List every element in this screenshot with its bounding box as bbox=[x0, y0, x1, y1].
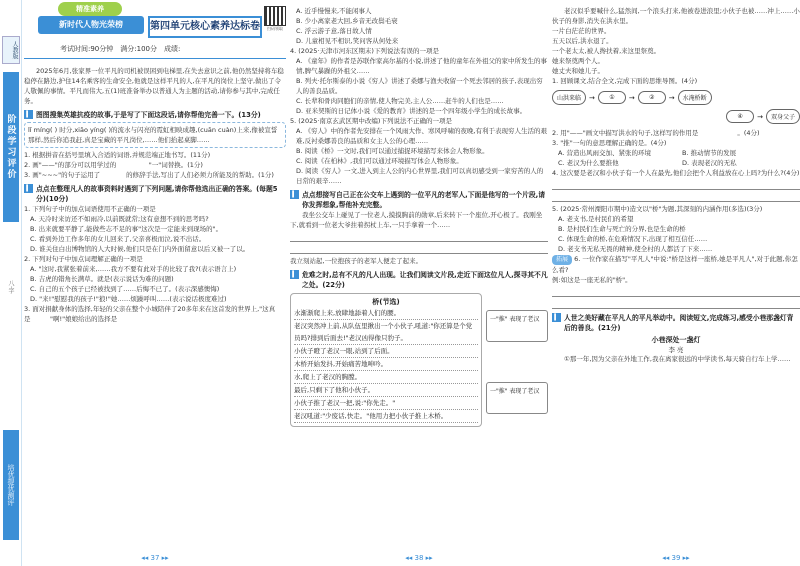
section-number-icon: ▍ bbox=[552, 313, 561, 322]
question: 3. "推"一句的意思理解正确的是。(4分) bbox=[552, 139, 667, 147]
option-grid bbox=[552, 148, 800, 168]
spine-brand-band: 培优提优测评 bbox=[3, 430, 19, 540]
passage-line: 她来祭奠两个人。 bbox=[552, 57, 604, 65]
passage-line: 老汉突然冲上前,从队伍里揪出一个小伙子,吼道:"你还算是个党员吗?排到后面去!"老汉凶得像只豹子。 bbox=[294, 320, 478, 345]
section-number-icon: ▍ bbox=[24, 184, 33, 193]
exam-info: 考试时间:90分钟 满分:100分 成绩: bbox=[60, 45, 181, 53]
page-number: ◂◂ 37 ▸▸ bbox=[141, 554, 169, 562]
extension-badge: 拓展 bbox=[552, 255, 572, 265]
section-title: 点点在整理凡人的故事资料时遇到了下列问题,请你帮他选出正确的答案。(每题5分)(10分) bbox=[36, 185, 278, 203]
page-number: ◂◂ 38 ▸▸ bbox=[405, 554, 433, 562]
mind-map-blank[interactable]: ① bbox=[598, 91, 626, 104]
question: 1. 下列句子中的加点词语使用不正确的一项是 bbox=[24, 205, 156, 213]
example-text: 例:如这是一座无私的"桥"。 bbox=[552, 276, 632, 284]
passage-box: lǐ míng( ) 时分,xiāo yíng( )的流水与闪亮的霓虹相映成趣,(cuān cuàn)上来,像被宣誓那样,然后你追我赶,真是宝藏的平凡岗位,……他们抬起桌脚…… bbox=[24, 122, 286, 148]
header-tag-theme: 新时代人物光荣榜 bbox=[38, 16, 144, 34]
page-37 bbox=[24, 0, 286, 566]
answer-line[interactable] bbox=[290, 232, 548, 242]
option[interactable]: B. 是村民们生命与死亡的分界,也是生命的桥 bbox=[558, 225, 686, 233]
question: 2. 画"——"的部分可以用学过的 "一"词替换。(1分) bbox=[24, 161, 203, 169]
story-author: 李 亮 bbox=[668, 346, 684, 354]
option[interactable]: B. 列夫·托尔斯泰的小说《穷人》讲述了桑娜与渔夫收留一个死去邻居的孩子,表现出穷人的善良品质。 bbox=[296, 77, 543, 95]
option[interactable]: B. 吉虎的错角长满草。就是(表示说话为难的问题) bbox=[30, 275, 174, 283]
option[interactable]: B. 出来就要平静了,能做些志不足的事"这次是一定能来到现场的"。 bbox=[30, 225, 223, 233]
annotation-column bbox=[486, 290, 548, 430]
reading-passage bbox=[290, 293, 482, 427]
qr-label: 扫码领取 bbox=[267, 26, 283, 31]
writing-prompt: 我坐公交车上碰见了一位老人,摸摸胸前的勋章,后来转下一个座位,开心极了。我刚坐下,就看到一位老大爷拄着拐杖上车,一只手拿着一个…… bbox=[290, 211, 543, 229]
annotation-box[interactable]: 一"推" 表现了老汉 bbox=[486, 382, 548, 414]
answer-line[interactable] bbox=[290, 244, 548, 254]
page-38 bbox=[290, 0, 548, 566]
option[interactable]: C. 老汉为什么要推他 bbox=[558, 159, 619, 167]
section-5 bbox=[552, 313, 800, 333]
passage-continuation: 老汉似乎要喊什么,猛然间,一个浪头打来,他被卷进浪里;小伙子也被……冲上……小伙子的身影,消失在洪水里。 bbox=[552, 7, 800, 25]
page-header bbox=[24, 0, 286, 66]
section-2 bbox=[24, 184, 286, 204]
question: 2. 用"——"画文中描写洪水的句子,这样写的作用是 。(4分) bbox=[552, 129, 760, 137]
mind-map-row-2 bbox=[552, 109, 800, 124]
qr-code-icon bbox=[264, 6, 286, 26]
option[interactable]: C. 体现生命的桥,在危难情况下,出现了相互信任…… bbox=[558, 235, 708, 243]
option[interactable]: D. "来!"慰慰我的孩子!"狼!"她……烦躁呼叫……(表示说话极度难过) bbox=[30, 295, 227, 303]
question-text: 6. 一位作家在描写"平凡人"中说:"桥是这样一座桥,她是平凡人",对于此题,你怎么看? bbox=[552, 255, 798, 274]
option[interactable]: A. 《童年》的作者是苏联作家高尔基的小说,讲述了他的童年在外祖父的家中所发生的事情,脾气暴躁的外祖父…… bbox=[296, 57, 548, 75]
qr-code[interactable] bbox=[264, 6, 286, 32]
option[interactable]: C. 自己的五个孩子已经被找到了……后悔不已了。(表示深感懊悔) bbox=[30, 285, 220, 293]
divider bbox=[24, 58, 286, 59]
passage-line: 老汉吼道:"少废话,快走。"他用力把小伙子推上木桥。 bbox=[294, 410, 478, 423]
question: 4. 这次要是老汉和小伙子有一个人在最先,他们会把个人利益放在心上吗?为什么?(4分) bbox=[552, 169, 800, 177]
mind-map-blank[interactable]: ④ bbox=[726, 110, 754, 123]
passage-line: 一个老太太,被人搀扶着,来这里祭奠。 bbox=[552, 47, 661, 55]
story-paragraph: ①那一年,因为父亲在外地工作,我在离家很远的中学读书,每天骑自行车上学…… bbox=[564, 355, 791, 363]
section-number-icon: ▍ bbox=[290, 190, 299, 199]
option[interactable]: B. 推动情节的发展 bbox=[682, 149, 737, 157]
spine-subject: 八·字 bbox=[7, 280, 14, 294]
question: 3. 面对捐献身体的选择,年轻的父亲在整个小城陪伴了20多年来在这首发的世界上,"这真是 "啊!"娘娘给出的选择是 bbox=[24, 305, 276, 323]
spine-edition: 人教版 bbox=[2, 36, 20, 64]
passage-line: 五天以后,洪水退了。 bbox=[552, 37, 613, 45]
passage-line: 一片白茫茫的世界。 bbox=[552, 27, 611, 35]
option[interactable]: D. 儿童相见不相识,笑问客从何处来 bbox=[296, 37, 399, 45]
writing-ending: 我立刻站起,一位抱孩子的老军人便走了起来。 bbox=[290, 257, 423, 265]
annotation-box[interactable]: 一"推" 表现了老汉 bbox=[486, 310, 548, 342]
section-title: 点点想接写自己正在公交车上遇到的一位平凡的老军人,下面是他写的一个片段,请你发挥想象,帮他补充完整。 bbox=[302, 191, 546, 209]
section-title: 人世之美好藏在平凡人的平凡举动中。阅读短文,完成练习,感受小巷那盏灯背后的善良。(21分) bbox=[564, 314, 794, 332]
question: 2. 下列对句子中加点词理解正确的一项是 bbox=[24, 255, 143, 263]
option[interactable]: A. 天冷时来访还不如雨冷,以前既就常;这有意想不到的思考吗? bbox=[30, 215, 209, 223]
answer-line[interactable] bbox=[552, 299, 800, 309]
passage-line: 她丈夫和她儿子。 bbox=[552, 67, 604, 75]
arrow-right-icon: → bbox=[628, 93, 635, 102]
passage-line: 小伙子瞪了老汉一眼,站到了后面。 bbox=[294, 345, 478, 358]
mind-map-node: 双身父子 bbox=[766, 109, 800, 124]
arrow-right-icon: → bbox=[757, 112, 763, 121]
option[interactable]: C. 浮云游子意,落日故人情 bbox=[296, 27, 372, 35]
section-3 bbox=[290, 190, 548, 210]
question-6 bbox=[552, 254, 800, 275]
option[interactable]: C. 阅读《在柏林》,我们可以通过环境描写体会人物形象。 bbox=[296, 157, 463, 165]
question: 3. 画"~~~"的句子运用了 的修辞手法,写出了人们必须力所能及的帮助。(1分) bbox=[24, 171, 274, 179]
question: 5. (2025·常州溧阳市期中)造文以"桥"为题,其深刻的内涵作用(多选)(3分) bbox=[552, 205, 763, 213]
story-title: 小巷深处一盏灯 bbox=[651, 336, 701, 344]
spine-series-band: 阶段学习评价 bbox=[3, 72, 19, 222]
arrow-right-icon: → bbox=[668, 93, 675, 102]
option-grid bbox=[290, 6, 548, 46]
section-1 bbox=[24, 110, 286, 120]
option[interactable]: A. 老支书,是村民们的希望 bbox=[558, 215, 634, 223]
option[interactable]: D. 谁关住白出博物馆的人大时候,他们只是在门内外面留意以后又被一了以。 bbox=[30, 245, 250, 253]
section-number-icon: ▍ bbox=[290, 270, 299, 279]
passage-line: 水渐渐爬上来,放肆地舔着人们的腰。 bbox=[294, 307, 478, 320]
mind-map-node: 山洪来临 bbox=[552, 90, 586, 105]
page-number: ◂◂ 39 ▸▸ bbox=[662, 554, 690, 562]
mind-map-node: 水淹桥断 bbox=[678, 90, 712, 105]
option[interactable]: A. 《穷人》中的作者先安排在一个风雨大作、寒风呼啸的夜晚,有利于表现穷人生活的艰难,反衬桑娜善良的品质和女主人公的心理…… bbox=[296, 127, 548, 145]
mind-map-blank[interactable]: ② bbox=[638, 91, 666, 104]
question: 1. 根据拼音在括号里填入合适的词语,并规范端正地书写。(11分) bbox=[24, 151, 211, 159]
section-4 bbox=[290, 270, 548, 290]
passage-line: 小伙子推了老汉一把,说:"你先走。" bbox=[294, 397, 478, 410]
book-spine bbox=[0, 0, 22, 566]
option[interactable]: B. 阅读《桥》一文时,我们可以通过捕捉环境描写来体会人物形象。 bbox=[296, 147, 489, 155]
option[interactable]: D. 阅读《穷人》一文,进入到主人公的内心世界里,我们可以真切感受到一家穷苦的人的日常的艰辛…… bbox=[296, 167, 544, 185]
page-39 bbox=[552, 0, 800, 566]
mind-map bbox=[552, 90, 800, 105]
question: 4. (2025·天津市河东区期末)下列说法有误的一项是 bbox=[290, 47, 439, 55]
passage-line: 木桥开始发抖,开始痛苦地呻吟。 bbox=[294, 358, 478, 371]
answer-line[interactable] bbox=[552, 287, 800, 297]
question: 1. 回顾课文,结合全文,完成下面的思维导图。(4分) bbox=[552, 77, 698, 85]
option[interactable]: D. 老支书无私无畏的精神,使全村的人都活了下来…… bbox=[558, 245, 713, 253]
passage-line: 水,爬上了老汉的胸膛。 bbox=[294, 371, 478, 384]
option[interactable]: A. 营造出风雨交加、紧张的环境 bbox=[558, 149, 651, 157]
section-number-icon: ▍ bbox=[24, 110, 33, 119]
passage-title: 桥(节选) bbox=[372, 298, 400, 306]
arrow-right-icon: → bbox=[589, 93, 595, 102]
option[interactable]: D. 亚米契斯的日记体小说《爱的教育》讲述的是一个四年级小学生的成长故事。 bbox=[296, 107, 527, 115]
option[interactable]: D. 表现老汉的无私 bbox=[682, 159, 737, 167]
intro-paragraph: 2025年6月,张家界一位平凡的司机被误困到电梯里,在失去意识之前,他仍然坚持将车稳稳停在路边,护住14名乘客的生命安全,他就是这样平凡的人,在平凡的岗位上坚守,做出了令人敬佩的事情。平凡而伟大,五(1)班准备举办以普通人为主题的活动,请你参与其中,完成任务。 bbox=[24, 67, 284, 105]
question: 5. (2025·南京玄武区期中改编)下列说法不正确的一项是 bbox=[290, 117, 452, 125]
page-title: 第四单元核心素养达标卷 bbox=[148, 16, 262, 38]
option[interactable]: C. 长辈和骨肉同胞们的亲情,使人物完美,主人公……赶牛的人们也是…… bbox=[296, 97, 504, 105]
option[interactable]: A. "这时,我紧张着前来,……我方不要有此对手的比较了我?(表示语言上) bbox=[30, 265, 237, 273]
reading-area bbox=[290, 290, 548, 430]
option[interactable]: C. 看到外边工作多年的女儿回来了,父亲喜极而泣,说不出话。 bbox=[30, 235, 206, 243]
answer-line[interactable] bbox=[552, 192, 800, 202]
section-title: 图图搜集英雄抗疫的故事,于是写了下面这段话,请你帮他完善一下。(13分) bbox=[36, 111, 261, 119]
answer-line[interactable] bbox=[552, 180, 800, 190]
header-tag-small: 精准素养 bbox=[58, 2, 122, 16]
passage-line: 最后,只剩下了他和小伙子。 bbox=[294, 384, 478, 397]
section-title: 危难之时,总有不凡的凡人出现。让我们阅读文片段,走近下面这位凡人,探寻其不凡之处。(22分) bbox=[302, 271, 548, 289]
option[interactable]: A. 近乎慢慢来,不能闲事人 bbox=[296, 7, 372, 15]
option[interactable]: B. 少小离家老大回,乡音无改鬓毛衰 bbox=[296, 17, 398, 25]
